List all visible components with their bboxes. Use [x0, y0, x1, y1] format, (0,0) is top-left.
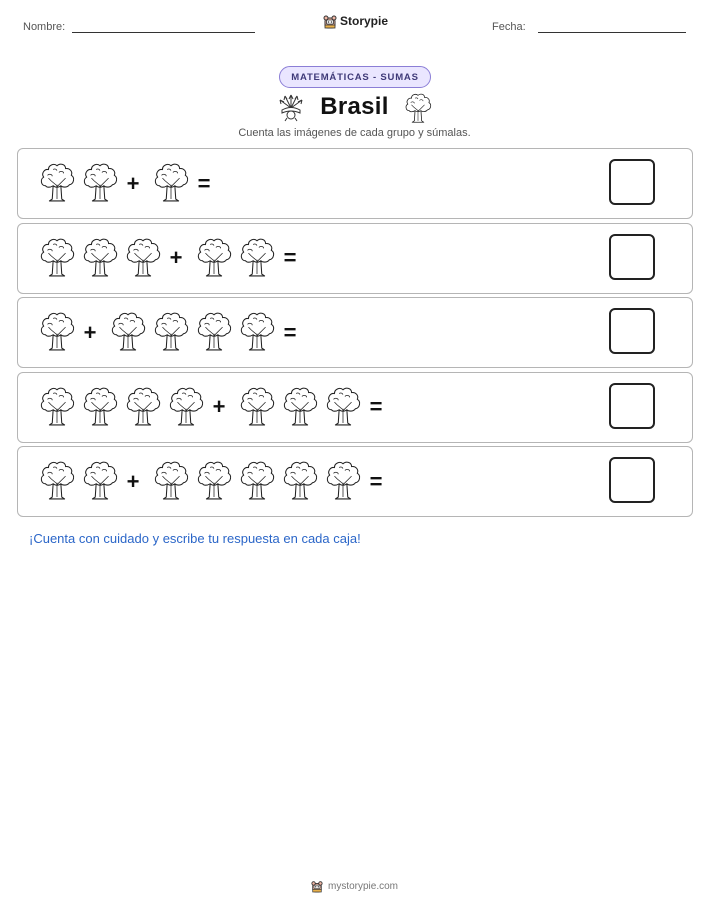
- right-group: [109, 309, 281, 356]
- subtitle: Cuenta las imágenes de cada grupo y súmalas.: [238, 127, 471, 139]
- left-group: [38, 384, 210, 431]
- title-row: [0, 90, 709, 124]
- plus-sign: +: [126, 468, 140, 494]
- tree-icon: [38, 309, 76, 351]
- equals-sign: =: [369, 394, 383, 419]
- tree-icon: [38, 384, 76, 426]
- tree-icon: [152, 458, 190, 500]
- tree-icon: [124, 384, 162, 426]
- answer-box[interactable]: [609, 457, 655, 503]
- problem-row-2: [17, 223, 693, 294]
- problem-row-3: [17, 297, 693, 368]
- problem-row-4: [17, 372, 693, 443]
- tree-icon: [167, 384, 205, 426]
- storypie-bear-icon: [323, 13, 337, 29]
- brand-logo: [323, 13, 388, 29]
- footer-url: mystorypie.com: [327, 880, 398, 892]
- equals-sign: =: [197, 170, 211, 196]
- right-group: [238, 384, 367, 431]
- tree-icon: [195, 309, 233, 351]
- tree-icon: [81, 235, 119, 277]
- tree-icon: [238, 458, 276, 500]
- name-label: Nombre:: [23, 21, 66, 33]
- left-group: [38, 235, 167, 282]
- left-group: [38, 458, 124, 505]
- name-line[interactable]: [72, 32, 255, 33]
- storypie-bear-icon: [311, 879, 323, 893]
- tree-icon: [109, 309, 147, 351]
- equals-sign: =: [283, 245, 297, 270]
- instruction-text: ¡Cuenta con cuidado y escribe tu respuesta en cada caja!: [29, 531, 361, 546]
- left-group: [38, 160, 124, 207]
- tree-icon: [403, 91, 433, 123]
- tree-icon: [152, 160, 190, 202]
- tree-icon: [238, 235, 276, 277]
- equals-sign: =: [283, 319, 297, 345]
- tree-icon: [281, 384, 319, 426]
- answer-box[interactable]: [609, 234, 655, 280]
- tree-icon: [81, 160, 119, 202]
- feather-headdress-icon: [276, 92, 306, 122]
- tree-icon: [238, 309, 276, 351]
- tree-icon: [324, 458, 362, 500]
- tree-icon: [238, 384, 276, 426]
- answer-box[interactable]: [609, 159, 655, 205]
- tree-icon: [124, 235, 162, 277]
- tree-icon: [81, 458, 119, 500]
- plus-sign: +: [83, 319, 97, 345]
- footer: [0, 879, 709, 893]
- plus-sign: +: [212, 394, 226, 419]
- equals-sign: =: [369, 468, 383, 494]
- right-group: [195, 235, 281, 282]
- tree-icon: [195, 458, 233, 500]
- page-title: Brasil: [320, 93, 389, 120]
- tree-icon: [38, 458, 76, 500]
- tree-icon: [324, 384, 362, 426]
- tree-icon: [195, 235, 233, 277]
- tree-icon: [152, 309, 190, 351]
- right-group: [152, 458, 367, 505]
- plus-sign: +: [169, 245, 183, 270]
- tree-icon: [38, 235, 76, 277]
- tree-icon: [281, 458, 319, 500]
- problem-row-5: [17, 446, 693, 517]
- problem-row-1: [17, 148, 693, 219]
- problem-list: [17, 148, 693, 521]
- date-label: Fecha:: [492, 21, 526, 33]
- answer-box[interactable]: [609, 308, 655, 354]
- plus-sign: +: [126, 170, 140, 196]
- tree-icon: [38, 160, 76, 202]
- brand-name: Storypie: [340, 14, 389, 28]
- subject-badge: MATEMÁTICAS - SUMAS: [279, 66, 431, 88]
- answer-box[interactable]: [609, 383, 655, 429]
- date-line[interactable]: [538, 32, 686, 33]
- tree-icon: [81, 384, 119, 426]
